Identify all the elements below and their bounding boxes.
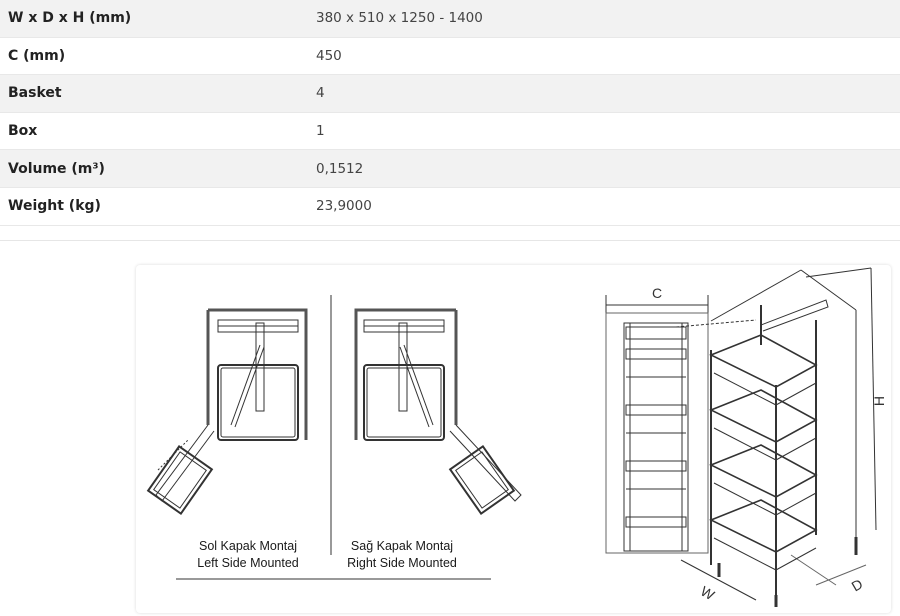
dimension-w-label: W [697,582,718,604]
left-mount-caption [158,538,338,572]
spec-row-dimensions [0,0,900,38]
spec-label: Weight (kg) [8,198,101,215]
spec-row-weight [0,188,900,226]
spec-value: 380 x 510 x 1250 - 1400 [316,10,483,27]
left-caption-en: Left Side Mounted [197,556,299,570]
spec-value: 1 [316,123,325,140]
spec-row-c [0,38,900,76]
dimension-d-label: D [848,575,866,595]
spec-label: Volume (m³) [8,160,105,177]
side-elevation [606,295,756,553]
spec-value: 0,1512 [316,160,364,177]
right-caption-en: Right Side Mounted [347,556,457,570]
left-caption-tr: Sol Kapak Montaj [199,539,297,553]
spec-label: Basket [8,85,62,102]
spec-value: 23,9000 [316,198,372,215]
right-caption-tr: Sağ Kapak Montaj [350,539,454,553]
left-mount-plan [148,310,306,514]
spec-label: C (mm) [8,47,66,64]
dimension-h-label: H [871,395,888,407]
spec-row-box [0,113,900,151]
isometric-unit [681,268,876,607]
section-divider [0,240,900,241]
spec-label: Box [8,123,38,140]
spec-row-volume [0,150,900,188]
right-mount-plan [356,310,521,514]
technical-drawing-card [136,265,891,613]
spec-value: 4 [316,85,325,102]
spec-table [0,0,900,226]
dimension-c-label: C [652,285,663,301]
right-mount-caption [312,538,492,572]
spec-row-basket [0,75,900,113]
spec-value: 450 [316,47,342,64]
spec-label: W x D x H (mm) [8,10,132,27]
